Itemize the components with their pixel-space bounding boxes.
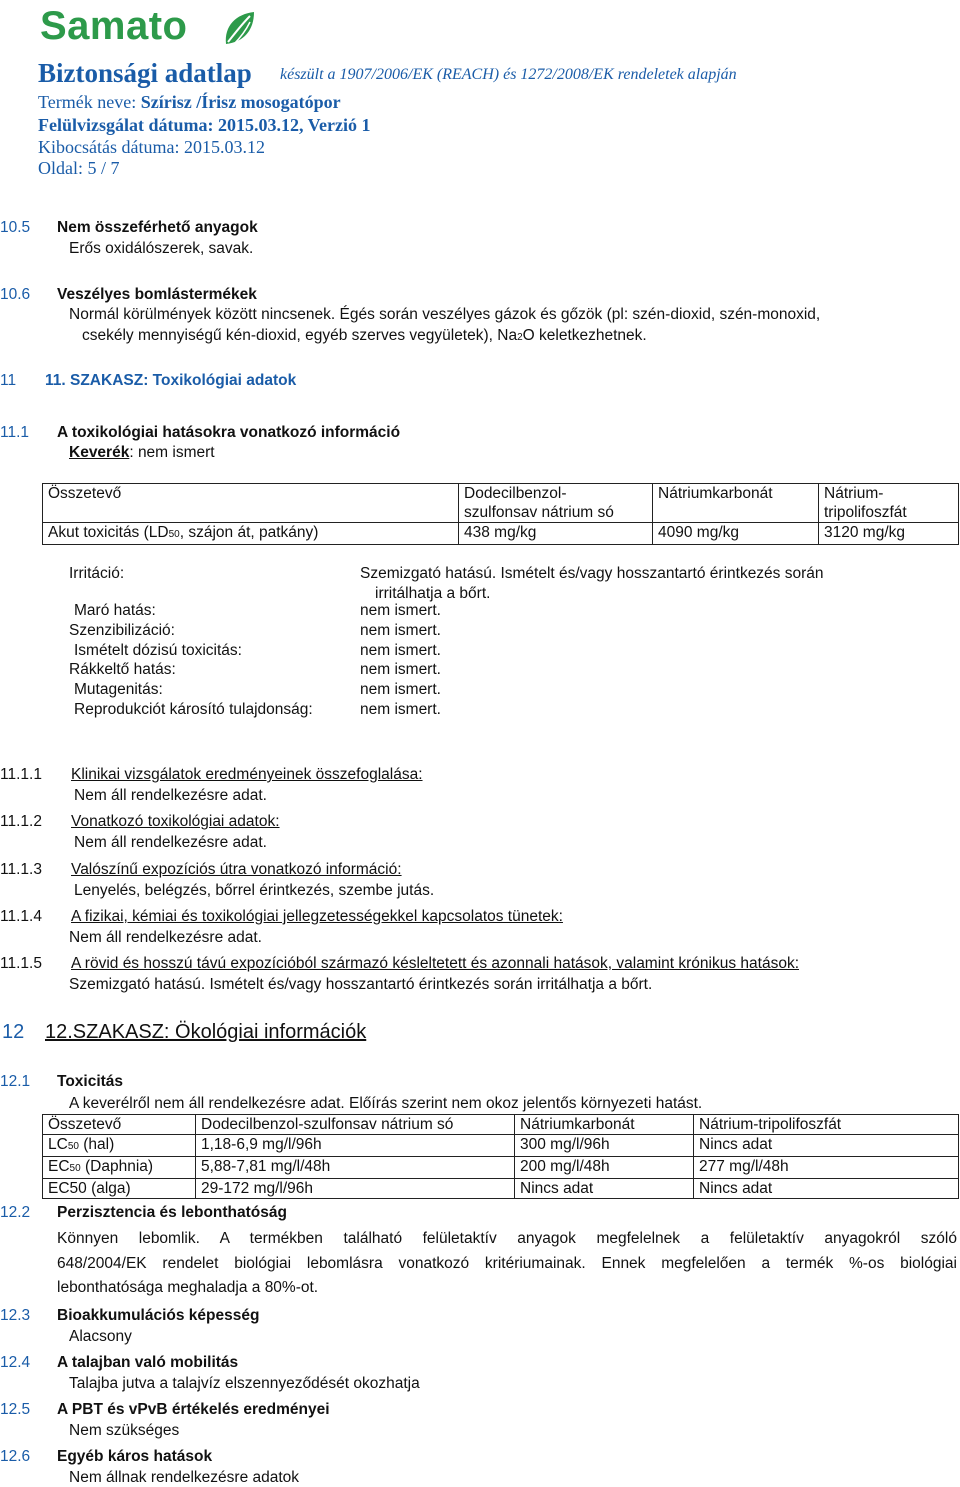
tox-table	[42, 483, 959, 545]
subsection-title: A rövid és hosszú távú expozícióból származó késleltetett és azonnali hatások, valamint krónikus hatások:	[71, 955, 800, 972]
table-cell: Nincs adat	[694, 1135, 959, 1157]
effect-label: Maró hatás:	[74, 602, 156, 619]
effect-value: nem ismert.	[360, 661, 441, 678]
table-cell: 277 mg/l/48h	[694, 1157, 959, 1179]
table-cell: 5,88-7,81 mg/l/48h	[196, 1157, 515, 1179]
effect-label: Rákkeltő hatás:	[69, 661, 176, 678]
section-num: 12.1	[0, 1073, 31, 1090]
effect-label: Mutagenitás:	[74, 681, 163, 698]
effect-value: nem ismert.	[360, 701, 441, 718]
section-num: 12.5	[0, 1401, 31, 1418]
section-num: 12.2	[0, 1204, 31, 1221]
table-cell: Dodecilbenzol-szulfonsav nátrium só	[196, 1115, 515, 1135]
table-cell: Nátrium-tripolifoszfát	[694, 1115, 959, 1135]
section-num: 12.4	[0, 1354, 31, 1371]
table-cell: 200 mg/l/48h	[515, 1157, 694, 1179]
section-title: A toxikológiai hatásokra vonatkozó információ	[57, 424, 401, 441]
section-text: Talajba jutva a talajvíz elszennyeződését okozhatja	[69, 1375, 420, 1392]
effect-value: irritálhatja a bőrt.	[375, 585, 491, 602]
section-heading: 11. SZAKASZ: Toxikológiai adatok	[45, 372, 297, 389]
mixture-line: Keverék: nem ismert	[69, 444, 215, 461]
table-cell: EC50 (alga)	[43, 1179, 196, 1199]
table-cell: 3120 mg/kg	[819, 523, 959, 545]
table-cell: Nátriumkarbonát	[515, 1115, 694, 1135]
section-num: 12.6	[0, 1448, 31, 1465]
section-num: 10.6	[0, 286, 31, 303]
effect-label: Reprodukciót károsító tulajdonság:	[74, 701, 313, 718]
section-num: 10.5	[0, 219, 31, 236]
subsection-title: A fizikai, kémiai és toxikológiai jellegzetességekkel kapcsolatos tünetek:	[71, 908, 563, 925]
section-text: Normál körülmények között nincsenek. Égés során veszélyes gázok és gőzök (pl: szén-dioxid, szén-monoxid,	[69, 306, 821, 323]
table-row	[43, 484, 959, 523]
product-line	[38, 92, 341, 113]
subsection-text: Lenyelés, belégzés, bőrrel érintkezés, szembe jutás.	[74, 882, 435, 899]
section-num: 12.3	[0, 1307, 31, 1324]
eco-table	[42, 1114, 959, 1199]
effect-value: nem ismert.	[360, 622, 441, 639]
regulation-text: készült a 1907/2006/EK (REACH) és 1272/2008/EK rendeletek alapján	[280, 66, 737, 83]
table-cell: Összetevő	[43, 1115, 196, 1135]
section-text: lebonthatósága meghaladja a 80%-ot.	[57, 1279, 319, 1296]
page-number: Oldal: 5 / 7	[38, 158, 120, 178]
section-title: A PBT és vPvB értékelés eredményei	[57, 1401, 330, 1418]
section-title: Veszélyes bomlástermékek	[57, 286, 257, 303]
table-cell: LC50 (hal)	[43, 1135, 196, 1157]
section-num: 12	[2, 1021, 25, 1043]
subsection-num: 11.1.4	[0, 908, 42, 925]
issue-date: Kibocsátás dátuma: 2015.03.12	[38, 137, 265, 157]
subsection-text: Nem áll rendelkezésre adat.	[74, 834, 267, 851]
revision-date: Felülvizsgálat dátuma: 2015.03.12, Verzió 1	[38, 115, 371, 135]
section-heading: 12.SZAKASZ: Ökológiai információk	[45, 1021, 367, 1043]
table-row	[43, 1135, 959, 1157]
table-cell: 4090 mg/kg	[653, 523, 819, 545]
table-cell: Nátriumkarbonát	[653, 484, 819, 523]
table-cell: Nátrium- tripolifoszfát	[819, 484, 959, 523]
brand-name: Samato	[40, 4, 188, 48]
effect-value: nem ismert.	[360, 602, 441, 619]
section-text: Alacsony	[69, 1328, 132, 1345]
brand-logo	[40, 4, 188, 52]
product-name: Szírisz /Írisz mosogatópor	[140, 92, 341, 112]
section-title: A talajban való mobilitás	[57, 1354, 239, 1371]
effect-label: Szenzibilizáció:	[69, 622, 175, 639]
section-title: Nem összeférhető anyagok	[57, 219, 258, 236]
subsection-num: 11.1.1	[0, 766, 42, 783]
table-row	[43, 523, 959, 545]
subsection-num: 11.1.5	[0, 955, 42, 972]
section-num: 11	[0, 372, 17, 389]
effect-label: Irritáció:	[69, 565, 125, 582]
section-text: Erős oxidálószerek, savak.	[69, 240, 254, 257]
section-text: A keverélről nem áll rendelkezésre adat. Előírás szerint nem okoz jelentős környezeti hatást.	[69, 1095, 703, 1112]
section-num: 11.1	[0, 424, 30, 441]
section-title: Egyéb káros hatások	[57, 1448, 213, 1465]
table-cell: 29-172 mg/l/96h	[196, 1179, 515, 1199]
table-cell: 300 mg/l/96h	[515, 1135, 694, 1157]
doc-title: Biztonsági adatlap	[38, 58, 252, 88]
section-title: Toxicitás	[57, 1073, 124, 1090]
section-text: 648/2004/EK rendelet biológiai lebomlásra vonatkozó kritériumainak. Ennek megfelelően a termék %-os biológiai	[57, 1255, 957, 1272]
table-cell: Akut toxicitás (LD50, szájon át, patkány)	[43, 523, 459, 545]
subsection-text: Nem áll rendelkezésre adat.	[74, 787, 267, 804]
effect-value: Szemizgató hatású. Ismételt és/vagy hosszantartó érintkezés során	[360, 565, 824, 582]
section-title: Perzisztencia és lebonthatóság	[57, 1204, 287, 1221]
subsection-title: Vonatkozó toxikológiai adatok:	[71, 813, 280, 830]
subsection-text: Szemizgató hatású. Ismételt és/vagy hosszantartó érintkezés során irritálhatja a bőrt.	[69, 976, 653, 993]
section-text: Nem állnak rendelkezésre adatok	[69, 1469, 300, 1486]
subsection-title: Valószínű expozíciós útra vonatkozó információ:	[71, 861, 402, 878]
subsection-num: 11.1.3	[0, 861, 42, 878]
subsection-title: Klinikai vizsgálatok eredményeinek összefoglalása:	[71, 766, 423, 783]
table-row	[43, 1179, 959, 1199]
table-cell: EC50 (Daphnia)	[43, 1157, 196, 1179]
effect-label: Ismételt dózisú toxicitás:	[74, 642, 242, 659]
product-label: Termék neve:	[38, 92, 137, 112]
effect-value: nem ismert.	[360, 642, 441, 659]
table-cell: Nincs adat	[515, 1179, 694, 1199]
table-cell: 1,18-6,9 mg/l/96h	[196, 1135, 515, 1157]
section-title: Bioakkumulációs képesség	[57, 1307, 260, 1324]
table-row	[43, 1115, 959, 1135]
table-cell: 438 mg/kg	[459, 523, 653, 545]
leaf-icon	[220, 8, 260, 48]
section-text: Könnyen lebomlik. A termékben található felületaktív anyagok megfelelnek a felületaktív anyagokról szóló	[57, 1230, 957, 1247]
table-row	[43, 1157, 959, 1179]
section-text: csekély mennyiségű kén-dioxid, egyéb szerves vegyületek), Na2O keletkezhetnek.	[82, 327, 647, 344]
subsection-num: 11.1.2	[0, 813, 42, 830]
table-cell: Dodecilbenzol- szulfonsav nátrium só	[459, 484, 653, 523]
table-cell: Nincs adat	[694, 1179, 959, 1199]
section-text: Nem szükséges	[69, 1422, 180, 1439]
effect-value: nem ismert.	[360, 681, 441, 698]
subsection-text: Nem áll rendelkezésre adat.	[69, 929, 262, 946]
table-cell: Összetevő	[43, 484, 459, 523]
